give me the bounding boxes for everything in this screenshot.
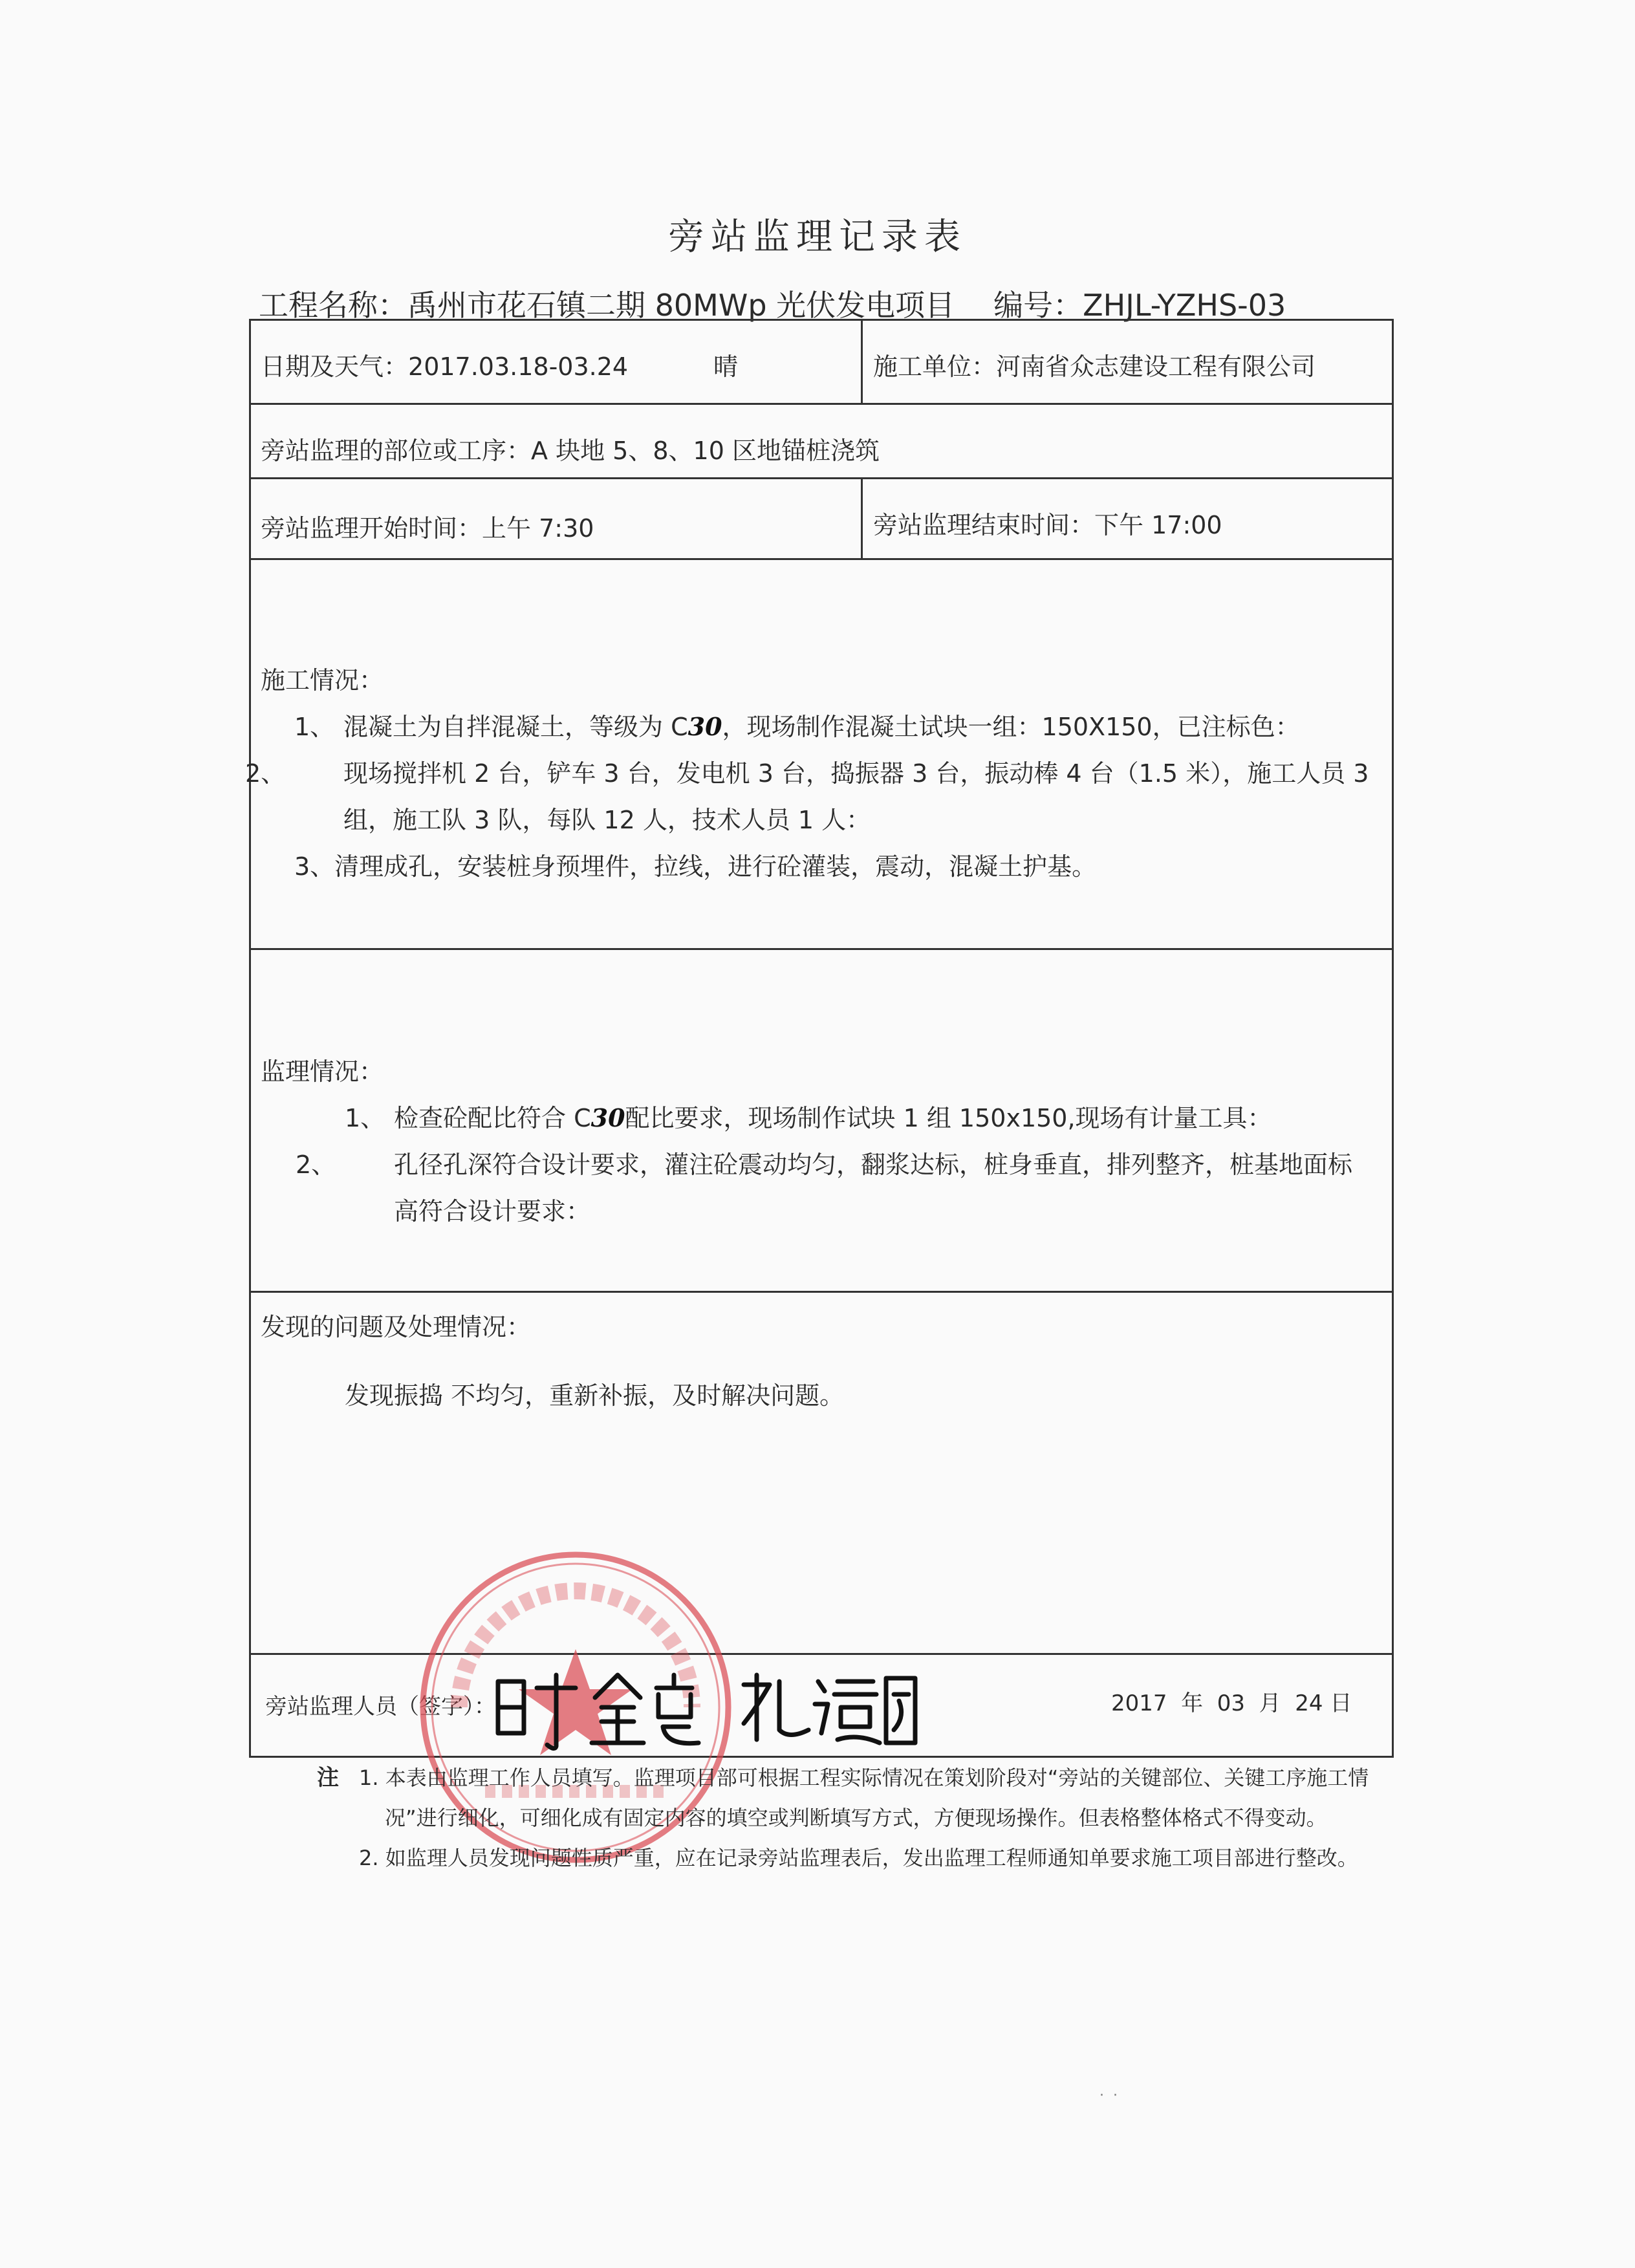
row-divider <box>251 558 1392 560</box>
column-divider <box>861 477 863 558</box>
date-weather-label: 日期及天气： <box>261 352 409 381</box>
construction-heading: 施工情况： <box>261 666 384 695</box>
end-time-value: 下午 17:00 <box>1094 511 1222 539</box>
start-time-label: 旁站监理开始时间： <box>261 514 482 543</box>
issues-heading: 发现的问题及处理情况： <box>261 1313 532 1341</box>
form-title: 旁站监理记录表 <box>668 216 967 258</box>
column-divider <box>861 321 863 403</box>
note-2: 2. 如监理人员发现问题性质严重，应在记录旁站监理表后，发出监理工程师通知单要求施工项目部进行整改。 <box>359 1846 1358 1870</box>
construction-item-1: 1、 混凝土为自拌混凝土，等级为 C30，现场制作混凝土试块一组：150X150，已注标色： <box>294 712 1300 741</box>
end-time-label: 旁站监理结束时间： <box>873 511 1095 539</box>
contractor-value: 河南省众志建设工程有限公司 <box>996 352 1316 381</box>
issues-text: 发现振捣 不均匀，重新补振，及时解决问题。 <box>345 1381 845 1410</box>
sign-date: 2017 年 03 月 24 日 <box>1111 1690 1352 1716</box>
weather-value: 晴 <box>713 352 739 381</box>
handwritten-signature <box>485 1662 925 1753</box>
start-time-value: 上午 7:30 <box>482 514 594 543</box>
construction-item-3: 3、清理成孔，安装桩身预埋件，拉线，进行砼灌装，震动，混凝土护基。 <box>294 852 1097 881</box>
row-divider <box>251 403 1392 405</box>
row-divider <box>251 1291 1392 1293</box>
contractor-label: 施工单位： <box>873 352 997 381</box>
row-divider <box>251 477 1392 479</box>
construction-section <box>245 657 1373 890</box>
row-divider <box>251 948 1392 950</box>
issues-section <box>261 1304 1373 1419</box>
project-name-label: 工程名称： <box>259 288 407 323</box>
supervision-section <box>261 1048 1373 1235</box>
notes-label: 注 <box>317 1765 339 1791</box>
supervision-heading: 监理情况： <box>261 1057 384 1086</box>
date-value: 2017.03.18-03.24 <box>408 352 629 381</box>
form-notes <box>317 1758 1403 1878</box>
supervision-item-1: 1、 检查砼配比符合 C30配比要求，现场制作试块 1 组 150x150,现场有计量工具： <box>345 1103 1272 1132</box>
page-mark: · · <box>1099 2088 1118 2104</box>
location-value: A 块地 5、8、10 区地锚桩浇筑 <box>531 437 880 465</box>
location-cell <box>261 431 880 466</box>
project-code-label: 编号： <box>993 288 1083 323</box>
contractor-cell <box>873 347 1316 382</box>
start-time-cell <box>261 508 594 544</box>
date-weather-cell <box>261 347 628 382</box>
project-name-value: 禹州市花石镇二期 80MWp 光伏发电项目 <box>407 288 955 323</box>
end-time-cell <box>873 505 1222 541</box>
handwritten-grade: 30 <box>688 712 722 741</box>
handwritten-grade: 30 <box>590 1103 625 1132</box>
location-label: 旁站监理的部位或工序： <box>261 437 532 465</box>
project-code-value: ZHJL-YZHS-03 <box>1083 288 1286 323</box>
construction-item-2: 2、 现场搅拌机 2 台，铲车 3 台，发电机 3 台，捣振器 3 台，振动棒 4 台（1.5 米），施工人员 3 组，施工队 3 队，每队 12 人，技术人员 1 人： <box>245 759 1369 834</box>
supervision-item-2: 2、 孔径孔深符合设计要求，灌注砼震动均匀，翻浆达标，桩身垂直，排列整齐，桩基地面标高符合设计要求： <box>296 1150 1353 1226</box>
signature-label: 旁站监理人员（签字）： <box>265 1694 496 1720</box>
note-1: 1. 本表由监理工作人员填写。监理项目部可根据工程实际情况在策划阶段对“旁站的关键部位、关键工序施工情况”进行细化，可细化成有固定内容的填空或判断填写方式，方便现场操作。但表格整体格式不得变动。 <box>359 1766 1369 1830</box>
record-form-table <box>245 319 1394 1758</box>
